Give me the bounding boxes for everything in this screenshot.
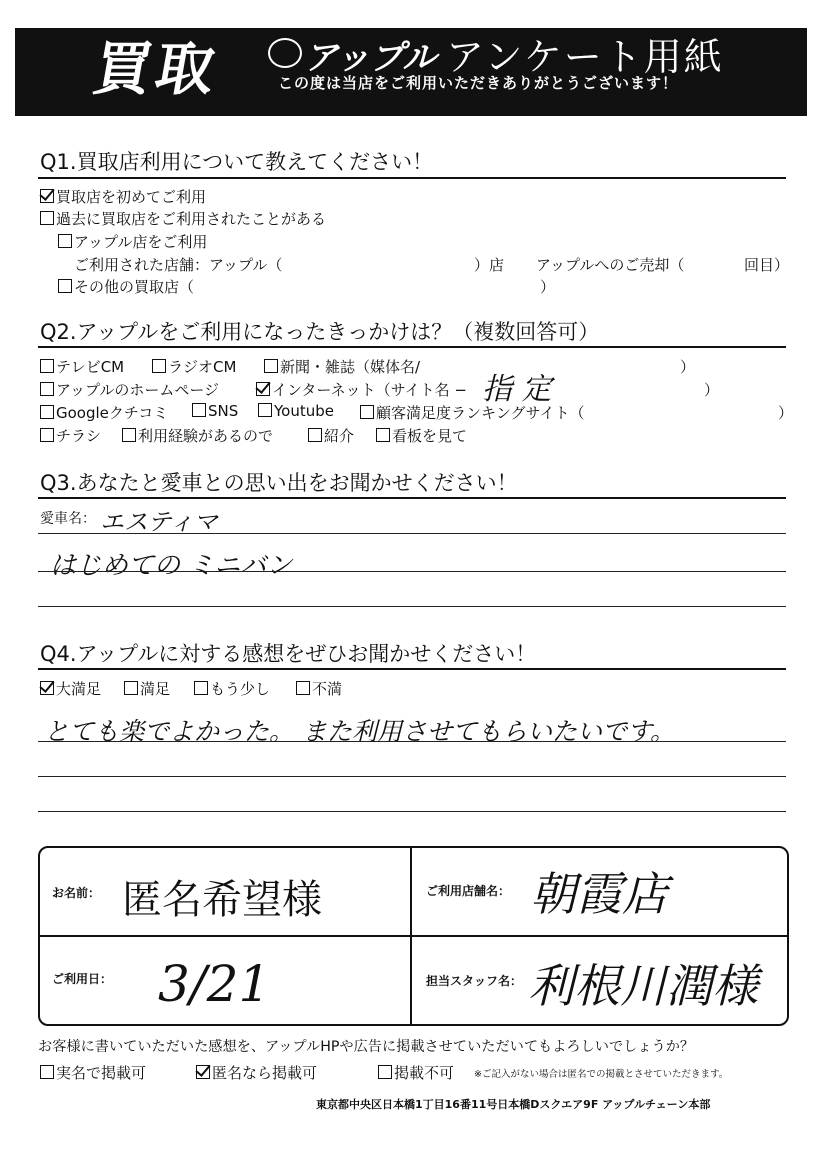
name-value: 匿名希望様 [122,877,322,923]
q4-line-1 [38,741,786,742]
checkbox-icon[interactable] [40,1065,54,1079]
q4-option-satisfied[interactable]: 満足 [124,678,170,699]
consent-anonymous[interactable]: 匿名なら掲載可 [196,1062,317,1083]
kaitori-logo: 買取 [88,35,225,103]
staff-handwriting: 利根川潤様 [528,959,758,1013]
checkbox-icon[interactable] [58,234,72,248]
q3-car-label: 愛車名： [40,511,96,527]
checkbox-icon[interactable] [122,428,136,442]
survey-title: アンケート用紙 [446,35,724,79]
q2-internet-close: ） [704,381,720,399]
thanks-message: この度は当店をご利用いただきありがとうございます！ [278,74,679,92]
q2-option-internet[interactable]: インターネット（サイト名 − [256,379,467,400]
q1-option-apple[interactable]: アップル店をご利用 [58,231,207,252]
checkbox-checked-icon[interactable] [256,382,270,396]
q2-option-signboard[interactable]: 看板を見て [376,425,467,446]
q1-title: Q1.買取店利用について教えてください！ [40,150,434,174]
date-handwriting: 3/21 [158,955,271,1013]
q3-line-1 [38,533,786,534]
q2-option-radiocm[interactable]: ラジオCM [152,356,236,377]
checkbox-icon[interactable] [40,428,54,442]
checkbox-icon[interactable] [378,1065,392,1079]
q3-car-handwriting: エスティマ [100,508,218,536]
q2-option-homepage[interactable]: アップルのホームページ [40,379,219,400]
q1-sold-count-suffix: 回目） [744,256,790,274]
checkbox-icon[interactable] [40,359,54,373]
q1-used-store-prefix: ご利用された店舗：アップル（ [74,256,283,274]
q4-option-unsatisfied[interactable]: 不満 [296,678,342,699]
q1-used-store-suffix: ）店 [474,256,505,274]
checkbox-icon[interactable] [40,405,54,419]
q2-option-tvcm[interactable]: テレビCM [40,356,124,377]
q1-other-close: ） [540,278,556,296]
q2-option-google[interactable]: Googleクチコミ [40,402,168,423]
brand-name: アップル [304,38,437,78]
checkbox-icon[interactable] [40,211,54,225]
q2-option-flyer[interactable]: チラシ [40,425,101,446]
checkbox-icon[interactable] [152,359,166,373]
info-box-horizontal-divider [38,935,788,937]
checkbox-icon[interactable] [194,681,208,695]
name-label: お名前： [52,886,101,900]
checkbox-checked-icon[interactable] [196,1065,210,1079]
checkbox-icon[interactable] [192,403,206,417]
q4-option-so-so[interactable]: もう少し [194,678,270,699]
q2-option-experience[interactable]: 利用経験があるので [122,425,273,446]
q1-option-past[interactable]: 過去に買取店をご利用されたことがある [40,208,326,229]
checkbox-checked-icon[interactable] [40,681,54,695]
q2-divider [38,346,786,348]
q1-divider [38,177,786,179]
q4-divider [38,668,786,670]
checkbox-icon[interactable] [124,681,138,695]
checkbox-icon[interactable] [308,428,322,442]
checkbox-icon[interactable] [258,403,272,417]
store-label: ご利用店舗名： [426,884,511,898]
checkbox-icon[interactable] [296,681,310,695]
q3-title: Q3.あなたと愛車との思い出をお聞かせください！ [40,471,518,495]
q4-option-very-satisfied[interactable]: 大満足 [40,678,101,699]
q2-option-newspaper[interactable]: 新聞・雑誌（媒体名/ [264,356,420,377]
q1-sold-count-prefix: アップルへのご売却（ [536,256,685,274]
q2-option-ranking[interactable]: 顧客満足度ランキングサイト（ [360,402,585,423]
consent-not-allowed[interactable]: 掲載不可 [378,1062,454,1083]
q3-memory-handwriting: はじめての ミニバン [50,551,293,581]
checkbox-icon[interactable] [58,279,72,293]
q4-comment-handwriting: とても楽でよかった。 また利用させてもらいたいです。 [44,717,675,746]
company-address: 東京都中央区日本橋1丁目16番11号日本橋Dスクエア9F アップルチェーン本部 [316,1098,711,1111]
q2-option-youtube[interactable]: Youtube [258,402,334,420]
checkbox-checked-icon[interactable] [40,189,54,203]
q4-title: Q4.アップルに対する感想をぜひお聞かせください！ [40,642,537,666]
q2-title: Q2.アップルをご利用になったきっかけは？（複数回答可） [40,320,600,344]
q3-line-3 [38,606,786,607]
checkbox-icon[interactable] [360,405,374,419]
q4-line-2 [38,776,786,777]
consent-question: お客様に書いていただいた感想を、アップルHPや広告に掲載させていただいてもよろしいでしょうか？ [38,1039,695,1055]
q2-internet-handwriting: 指 定 [482,372,552,407]
apple-logo-icon [268,38,302,68]
consent-real-name[interactable]: 実名で掲載可 [40,1062,146,1083]
consent-note: ※ご記入がない場合は匿名での掲載とさせていただきます。 [474,1069,729,1080]
checkbox-icon[interactable] [376,428,390,442]
date-label: ご利用日： [52,972,113,986]
checkbox-icon[interactable] [264,359,278,373]
q2-option-referral[interactable]: 紹介 [308,425,354,446]
q2-ranking-close: ） [778,404,794,422]
q1-option-first[interactable]: 買取店を初めてご利用 [40,186,206,207]
q3-divider [38,497,786,499]
q3-line-2 [38,571,786,572]
checkbox-icon[interactable] [40,382,54,396]
q2-newspaper-close: ） [680,358,696,376]
staff-label: 担当スタッフ名： [426,974,523,988]
q2-option-sns[interactable]: SNS [192,402,238,420]
store-handwriting: 朝霞店 [530,867,668,921]
q4-line-3 [38,811,786,812]
q1-option-other[interactable]: その他の買取店（ [58,276,194,297]
